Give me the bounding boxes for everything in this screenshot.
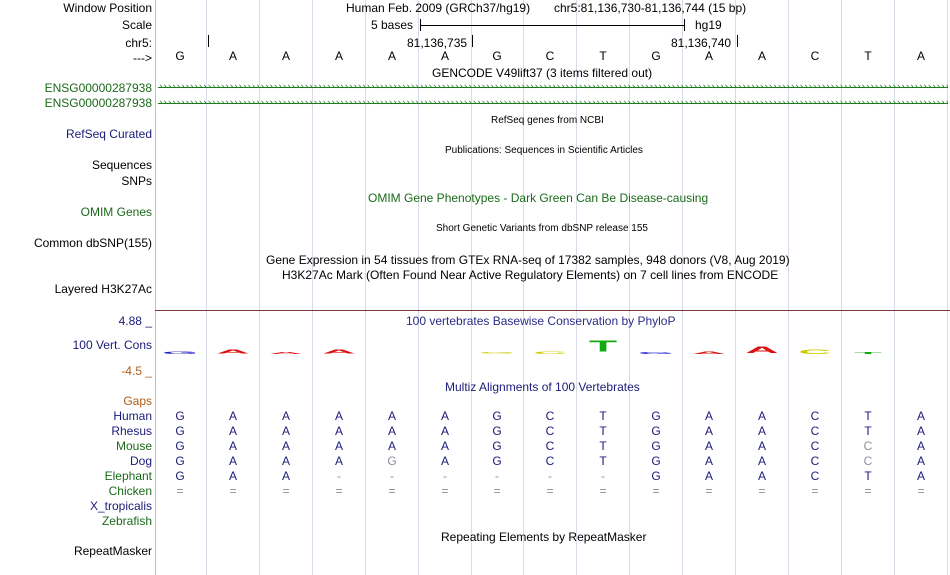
alignment-base: C — [810, 469, 820, 483]
alignment-base: G — [651, 454, 661, 468]
alignment-base: = — [441, 484, 449, 498]
repeatmasker-track-title: Repeating Elements by RepeatMasker — [441, 530, 647, 544]
alignment-base: A — [916, 469, 925, 483]
window-position-label: Window Position — [63, 1, 152, 15]
alignment-base: A — [757, 439, 766, 453]
alignment-base: - — [495, 469, 499, 483]
phylop-track-title: 100 vertebrates Basewise Conservation by PhyloP — [406, 314, 676, 328]
phylop-logo-letter: A — [745, 345, 779, 356]
base-letter: C — [810, 49, 820, 63]
alignment-base: A — [281, 454, 290, 468]
refseq-track-title: RefSeq genes from NCBI — [491, 115, 604, 126]
alignment-base: C — [810, 439, 820, 453]
alignment-base: A — [757, 469, 766, 483]
coord-label-1: 81,136,735 — [407, 36, 468, 50]
alignment-base: A — [281, 424, 290, 438]
alignment-base: A — [387, 409, 396, 423]
alignment-base: = — [335, 484, 343, 498]
alignment-base: A — [387, 424, 396, 438]
phylop-logo-letter: A — [692, 350, 726, 355]
multiz-track-title: Multiz Alignments of 100 Vertebrates — [445, 380, 640, 394]
alignment-base: C — [545, 424, 555, 438]
alignment-base: G — [175, 424, 185, 438]
alignment-base: G — [387, 454, 397, 468]
base-letter: A — [704, 49, 713, 63]
base-letter: A — [387, 49, 396, 63]
gene-label-1[interactable]: ENSG00000287938 — [44, 81, 152, 95]
gene-1-feature[interactable] — [158, 84, 948, 91]
alignment-base: A — [704, 439, 713, 453]
alignment-base: C — [810, 409, 820, 423]
base-letter: A — [916, 49, 925, 63]
sequences-track-label[interactable]: Sequences — [91, 158, 152, 172]
alignment-base: T — [599, 409, 607, 423]
alignment-base: T — [599, 454, 607, 468]
omim-track-title: OMIM Gene Phenotypes - Dark Green Can Be Disease-causing — [368, 191, 709, 205]
alignment-base: - — [337, 469, 341, 483]
alignment-base: G — [492, 424, 502, 438]
species-label-zebrafish[interactable]: Zebrafish — [101, 514, 152, 528]
alignment-base: A — [440, 409, 449, 423]
ruler-tick-0 — [208, 35, 209, 47]
phylop-logo-letter: C — [533, 350, 567, 355]
ruler-tick-2 — [737, 35, 738, 47]
alignment-base: T — [864, 409, 872, 423]
gtex-track-title: Gene Expression in 54 tissues from GTEx RNA-seq of 17382 samples, 948 donors (V8, Aug 2019) — [266, 253, 790, 267]
dbsnp-track-label[interactable]: Common dbSNP(155) — [33, 236, 152, 250]
gaps-label: Gaps — [123, 394, 152, 408]
gene-label-2[interactable]: ENSG00000287938 — [44, 96, 152, 110]
alignment-base: A — [387, 439, 396, 453]
assembly-name: Human Feb. 2009 (GRCh37/hg19) — [346, 1, 531, 15]
alignment-base: G — [492, 439, 502, 453]
alignment-base: A — [281, 439, 290, 453]
alignment-base: G — [492, 409, 502, 423]
alignment-base: C — [863, 454, 873, 468]
alignment-base: = — [705, 484, 713, 498]
alignment-base: A — [916, 409, 925, 423]
alignment-base: T — [599, 439, 607, 453]
base-letter: A — [228, 49, 237, 63]
alignment-base: A — [228, 409, 237, 423]
base-letter: A — [281, 49, 290, 63]
alignment-base: = — [652, 484, 660, 498]
alignment-base: G — [175, 454, 185, 468]
alignment-base: A — [440, 439, 449, 453]
scale-bar — [420, 25, 684, 26]
alignment-base: A — [704, 424, 713, 438]
alignment-base: T — [599, 424, 607, 438]
alignment-base: C — [545, 454, 555, 468]
alignment-base: A — [916, 439, 925, 453]
refseq-track-label[interactable]: RefSeq Curated — [65, 127, 152, 141]
alignment-base: A — [757, 409, 766, 423]
ruler-tick-1 — [472, 35, 473, 47]
snps-track-label[interactable]: SNPs — [121, 174, 152, 188]
strand-label: ---> — [133, 51, 152, 65]
h3k27ac-track-title: H3K27Ac Mark (Often Found Near Active Regulatory Elements) on 7 cell lines from ENCODE — [282, 268, 779, 282]
alignment-base: G — [175, 469, 185, 483]
scale-text: 5 bases — [371, 18, 414, 32]
alignment-base: A — [228, 439, 237, 453]
phylop-logo-letter: A — [216, 348, 250, 356]
alignment-base: = — [758, 484, 766, 498]
species-label-rhesus[interactable]: Rhesus — [111, 424, 152, 438]
alignment-base: C — [545, 409, 555, 423]
base-letter: C — [545, 49, 555, 63]
alignment-base: C — [545, 439, 555, 453]
alignment-base: G — [651, 469, 661, 483]
alignment-base: A — [281, 409, 290, 423]
coord-label-2: 81,136,740 — [671, 36, 732, 50]
species-label-elephant[interactable]: Elephant — [104, 469, 152, 483]
alignment-base: - — [548, 469, 552, 483]
alignment-base: C — [810, 454, 820, 468]
alignment-base: = — [599, 484, 607, 498]
alignment-base: A — [916, 424, 925, 438]
position-text: chr5:81,136,730-81,136,744 (15 bp) — [554, 1, 747, 15]
base-letter: G — [492, 49, 502, 63]
alignment-base: G — [651, 424, 661, 438]
repeatmasker-track-label[interactable]: RepeatMasker — [73, 544, 152, 558]
phylop-min-label: -4.5 _ — [121, 364, 152, 378]
alignment-base: A — [334, 454, 343, 468]
label-divider — [155, 0, 156, 575]
species-label-x_tropicalis[interactable]: X_tropicalis — [89, 499, 152, 513]
alignment-base: = — [917, 484, 925, 498]
alignment-base: A — [440, 454, 449, 468]
track-separator — [155, 310, 950, 311]
alignment-base: A — [334, 439, 343, 453]
base-letter: A — [757, 49, 766, 63]
base-letter: A — [440, 49, 449, 63]
alignment-base: A — [281, 469, 290, 483]
alignment-base: A — [704, 409, 713, 423]
alignment-base: G — [175, 439, 185, 453]
scale-label: Scale — [121, 18, 152, 32]
alignment-base: A — [704, 454, 713, 468]
base-letter: G — [175, 49, 185, 63]
alignment-base: A — [228, 454, 237, 468]
alignment-base: A — [228, 424, 237, 438]
base-letter: T — [864, 49, 872, 63]
alignment-base: A — [334, 424, 343, 438]
chrom-label: chr5: — [125, 36, 152, 50]
alignment-base: = — [546, 484, 554, 498]
alignment-base: - — [390, 469, 394, 483]
alignment-base: C — [810, 424, 820, 438]
publications-track-title: Publications: Sequences in Scientific Articles — [445, 145, 643, 156]
phylop-max-label: 4.88 _ — [118, 314, 152, 328]
alignment-base: = — [811, 484, 819, 498]
alignment-base: A — [757, 424, 766, 438]
omim-track-label[interactable]: OMIM Genes — [80, 205, 152, 219]
alignment-base: T — [864, 469, 872, 483]
scale-bar-end-tick — [684, 19, 685, 31]
alignment-base: T — [864, 424, 872, 438]
h3k27ac-track-label[interactable]: Layered H3K27Ac — [54, 282, 152, 296]
alignment-base: = — [493, 484, 501, 498]
phylop-track-label[interactable]: 100 Vert. Cons — [72, 338, 152, 352]
phylop-logo-letter: C — [798, 348, 832, 356]
phylop-logo-letter: T — [588, 337, 618, 356]
alignment-base: G — [651, 439, 661, 453]
alignment-base: A — [440, 424, 449, 438]
species-label-mouse[interactable]: Mouse — [115, 439, 152, 453]
species-label-chicken[interactable]: Chicken — [108, 484, 152, 498]
base-letter: A — [334, 49, 343, 63]
alignment-base: = — [229, 484, 237, 498]
alignment-base: G — [492, 454, 502, 468]
db-name: hg19 — [695, 18, 722, 32]
phylop-logo-letter: A — [269, 351, 303, 355]
alignment-base: - — [601, 469, 605, 483]
base-letter: G — [651, 49, 661, 63]
species-label-dog[interactable]: Dog — [129, 454, 152, 468]
alignment-base: A — [916, 454, 925, 468]
alignment-base: = — [282, 484, 290, 498]
alignment-base: = — [176, 484, 184, 498]
species-label-human[interactable]: Human — [113, 409, 152, 423]
gene-2-feature[interactable] — [158, 100, 948, 107]
dbsnp-track-title: Short Genetic Variants from dbSNP release 155 — [436, 223, 648, 234]
alignment-base: G — [651, 409, 661, 423]
alignment-base: = — [388, 484, 396, 498]
alignment-base: = — [864, 484, 872, 498]
base-letter: T — [599, 49, 607, 63]
alignment-base: A — [334, 409, 343, 423]
alignment-base: C — [863, 439, 873, 453]
gencode-track-title: GENCODE V49lift37 (3 items filtered out) — [432, 66, 653, 80]
alignment-base: A — [704, 469, 713, 483]
alignment-base: A — [757, 454, 766, 468]
alignment-base: A — [228, 469, 237, 483]
alignment-base: - — [443, 469, 447, 483]
alignment-base: G — [175, 409, 185, 423]
phylop-logo-letter: G — [162, 350, 198, 355]
